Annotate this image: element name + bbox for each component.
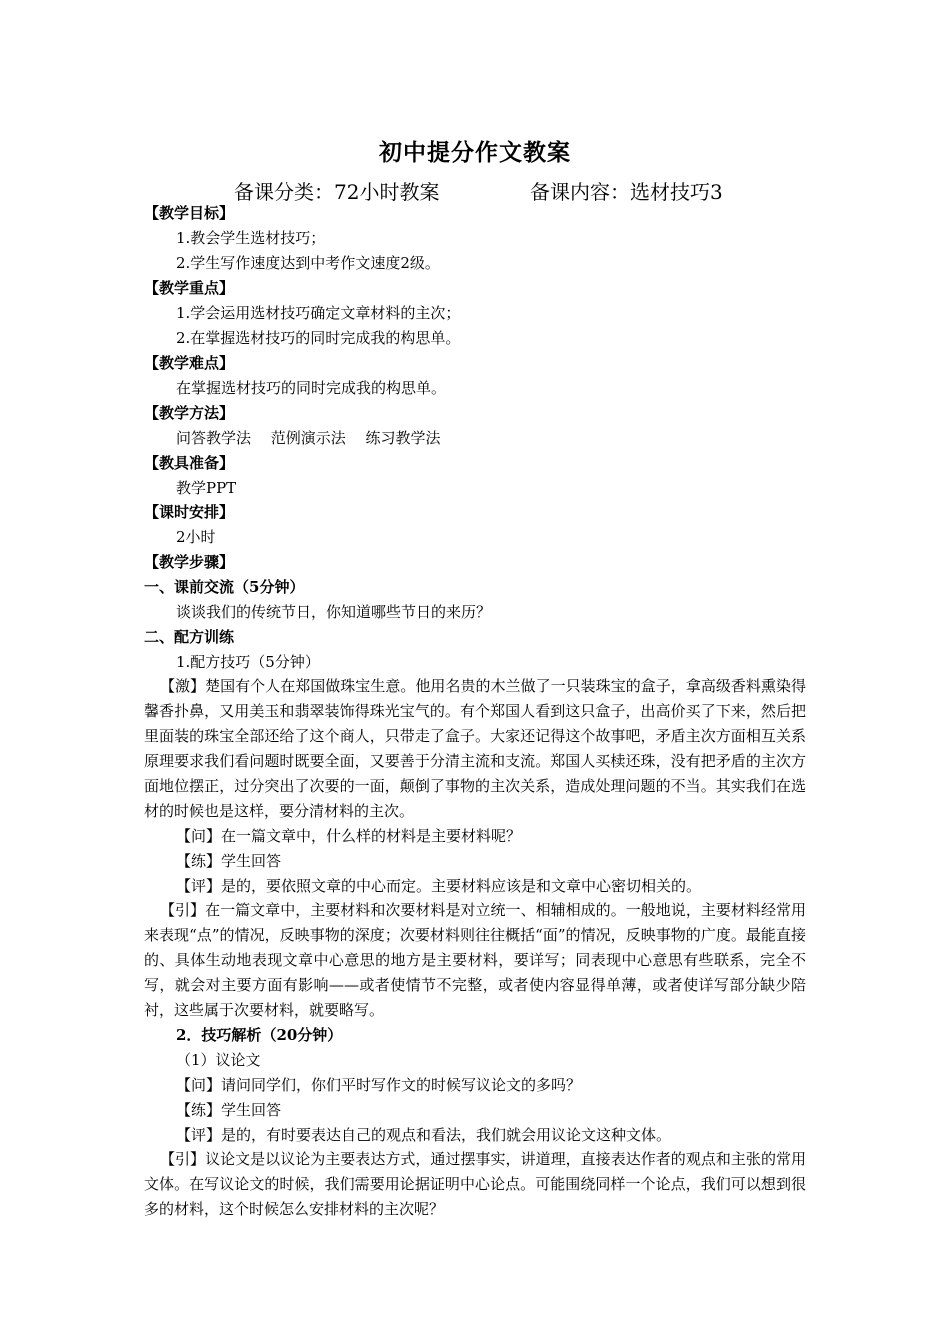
lesson-content: 备课内容：选材技巧3 [530, 180, 723, 204]
difficulty-item: 在掌握选材技巧的同时完成我的构思单。 [176, 379, 447, 397]
goal-item: 1.教会学生选材技巧； [176, 229, 326, 247]
schedule-item: 2小时 [176, 528, 216, 546]
schedule-heading: 【课时安排】 [144, 503, 235, 521]
question-1: 【问】在一篇文章中，什么样的材料是主要材料呢？ [176, 827, 522, 845]
page-title: 初中提分作文教案 [379, 139, 571, 166]
difficulty-heading: 【教学难点】 [144, 354, 235, 372]
question-2: 【问】请问同学们，你们平时写作文的时候写议论文的多吗？ [176, 1076, 582, 1094]
lesson-category: 备课分类：72小时教案 [234, 180, 440, 204]
tools-item: 教学PPT [176, 479, 237, 497]
paragraph-ji: 【激】楚国有个人在郑国做珠宝生意。他用名贵的木兰做了一只装珠宝的盒子，拿高级香料熏染得馨香扑鼻，又用美玉和翡翠装饰得珠光宝气的。有个郑国人看到这只盒子，出高价买了下来，然后把里面装的珠宝全部还给了这个商人，只带走了盒子。大家还记得这个故事吧，矛盾主次方面相互关系原理要求我们看问题时既要全面，又要善于分清主流和支流。郑国人买椟还珠，没有把矛盾的主次方面地位摆正，过分突出了次要的一面，颠倒了事物的主次关系，造成处理问题的不当。其实我们在选材的时候也是这样，要分清材料的主次。 [144, 677, 806, 820]
steps-heading: 【教学步骤】 [144, 553, 235, 571]
key-heading: 【教学重点】 [144, 279, 235, 297]
key-item: 1.学会运用选材技巧确定文章材料的主次； [176, 304, 461, 322]
goal-heading: 【教学目标】 [144, 204, 235, 222]
step-2-subheading: 1.配方技巧（5分钟） [176, 653, 320, 671]
key-item: 2.在掌握选材技巧的同时完成我的构思单。 [176, 329, 461, 347]
practice-1: 【练】学生回答 [176, 852, 282, 870]
step-2-2-heading: 2．技巧解析（20分钟） [176, 1026, 343, 1044]
evaluation-2: 【评】是的，有时要表达自己的观点和看法，我们就会用议论文这种文体。 [176, 1126, 672, 1144]
step-2-heading: 二、配方训练 [144, 628, 235, 646]
goal-item: 2.学生写作速度达到中考作文速度2级。 [176, 254, 440, 272]
paragraph-yin-1: 【引】在一篇文章中，主要材料和次要材料是对立统一、相辅相成的。一般地说，主要材料经常用来表现“点”的情况，反映事物的深度；次要材料则往往概括“面”的情况，反映事物的广度。最能直接的、具体生动地表现文章中心意思的地方是主要材料，要详写；同表现中心意思有些联系，完全不写，就会对主要方面有影响——或者使情节不完整，或者使内容显得单薄，或者使详写部分缺少陪衬，这些属于次要材料，就要略写。 [144, 901, 806, 1019]
practice-2: 【练】学生回答 [176, 1101, 282, 1119]
step-2-2-sub: （1）议论文 [176, 1051, 261, 1069]
method-heading: 【教学方法】 [144, 404, 235, 422]
step-1-heading: 一、课前交流（5分钟） [144, 578, 305, 596]
method-item: 问答教学法 范例演示法 练习教学法 [176, 429, 441, 447]
step-1-text: 谈谈我们的传统节日，你知道哪些节日的来历？ [176, 603, 492, 621]
evaluation-1: 【评】是的，要依照文章的中心而定。主要材料应该是和文章中心密切相关的。 [176, 877, 702, 895]
tools-heading: 【教具准备】 [144, 454, 235, 472]
paragraph-yin-2: 【引】议论文是以议论为主要表达方式，通过摆事实，讲道理，直接表达作者的观点和主张的常用文体。在写议论文的时候，我们需要用论据证明中心论点。可能围绕同样一个论点，我们可以想到很多的材料，这个时候怎么安排材料的主次呢？ [144, 1150, 806, 1218]
